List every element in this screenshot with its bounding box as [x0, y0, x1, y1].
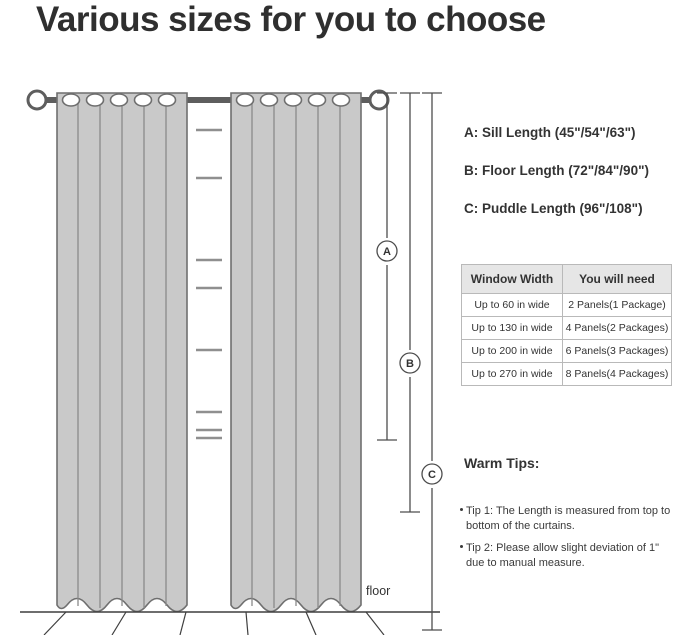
window-frame	[196, 130, 222, 438]
cell-you-will-need: 8 Panels(4 Packages)	[563, 363, 672, 386]
cell-you-will-need: 4 Panels(2 Packages)	[563, 317, 672, 340]
warm-tips-title: Warm Tips:	[464, 455, 540, 471]
dimension-line-c	[422, 93, 442, 630]
legend-puddle-length: C: Puddle Length (96"/108")	[464, 201, 643, 216]
table-row	[462, 317, 672, 340]
page-title: Various sizes for you to choose	[36, 0, 546, 39]
cell-window-width: Up to 60 in wide	[462, 294, 563, 317]
warm-tip-item	[466, 504, 674, 534]
warm-tip-item	[466, 541, 674, 571]
floor-label: floor	[366, 584, 391, 598]
cell-you-will-need: 6 Panels(3 Packages)	[563, 340, 672, 363]
bullet-icon	[460, 545, 463, 548]
marker-a: A	[383, 246, 391, 258]
cell-window-width: Up to 130 in wide	[462, 317, 563, 340]
column-header-you-will-need: You will need	[563, 265, 672, 294]
bullet-icon	[460, 508, 463, 511]
dimension-line-b	[400, 93, 420, 512]
marker-b: B	[406, 358, 414, 370]
column-header-window-width: Window Width	[462, 265, 563, 294]
table-row	[462, 340, 672, 363]
panel-sizing-table	[461, 264, 672, 386]
warm-tip-text: Tip 2: Please allow slight deviation of 1" due to manual measure.	[466, 542, 660, 569]
cell-window-width: Up to 270 in wide	[462, 363, 563, 386]
legend-sill-length: A: Sill Length (45"/54"/63")	[464, 125, 636, 140]
cell-window-width: Up to 200 in wide	[462, 340, 563, 363]
marker-c: C	[428, 469, 436, 481]
curtain-panel-left	[57, 93, 187, 612]
curtain-size-diagram	[0, 60, 460, 635]
dimension-line-a	[377, 93, 397, 440]
table-header-row	[462, 265, 672, 294]
table-row	[462, 294, 672, 317]
cell-you-will-need: 2 Panels(1 Package)	[563, 294, 672, 317]
table-row	[462, 363, 672, 386]
legend-floor-length: B: Floor Length (72"/84"/90")	[464, 163, 649, 178]
warm-tip-text: Tip 1: The Length is measured from top to bottom of the curtains.	[466, 505, 671, 532]
floor-line	[20, 612, 440, 635]
curtain-panel-right	[231, 93, 361, 612]
